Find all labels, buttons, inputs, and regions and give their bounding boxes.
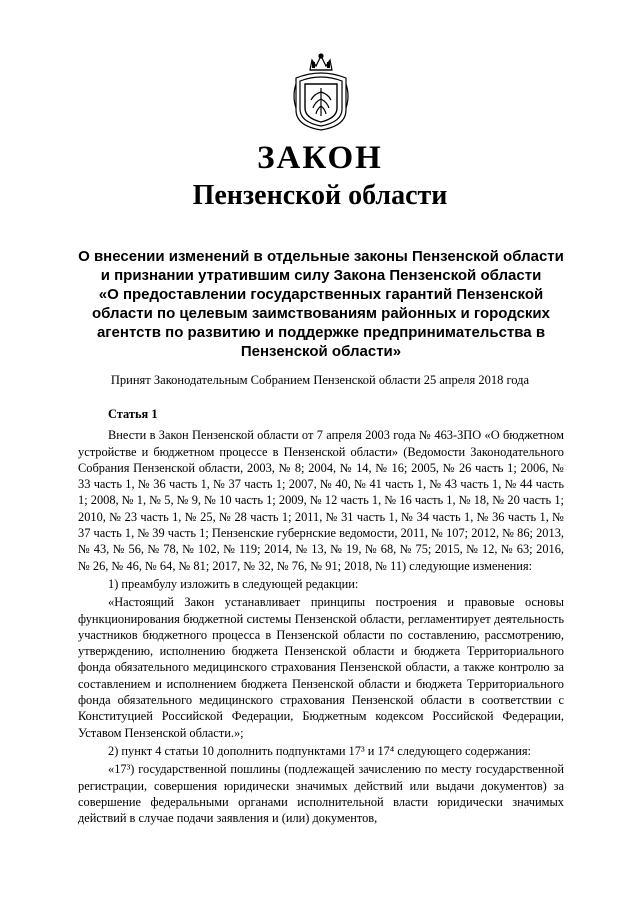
preamble-text: «Настоящий Закон устанавливает принципы построения и правовые основы функционирования бюджетной системы Пензенской области, регламентирует деятельность участников бюджетного процесса в Пензенской области по составлению, рассмотрению, утверждению, исполнению бюджета Пензенской области и бюджета Территориального фонда обязательного медицинского страхования Пензенской области, а также контролю за составлением и исполнением бюджета Пензенской области и бюджета Территориального фонда обязательного медицинского страхования Пензенской области в соответствии с Конституцией Российской Федерации, Бюджетным кодексом Российской Федерации, Уставом Пензенской области.»; [78, 595, 564, 740]
adoption-note: Принят Законодательным Собранием Пензенской области 25 апреля 2018 года [110, 373, 530, 387]
law-body [78, 406, 564, 826]
law-title: ЗАКОН [257, 140, 383, 176]
heading-line: «О предоставлении государственных гарантий Пензенской [98, 286, 544, 303]
heading-line: и признании утратившим силу Закона Пензенской области [100, 267, 542, 284]
law-region: Пензенской области [192, 180, 448, 211]
article-intro: Внести в Закон Пензенской области от 7 апреля 2003 года № 463-ЗПО «О бюджетном устройстве и бюджетном процессе в Пензенской области» (Ведомости Законодательного Собрания Пензенской области, 2003, № 8; 2004, № 14, № 16; 2005, № 26 часть 1; 2006, № 33 часть 1, № 36 часть 1, № 37 часть 1; 2007, № 40, № 41 часть 1, № 43 часть 1, № 44 часть 1; 2008, № 1, № 5, № 9, № 10 часть 1; 2009, № 12 часть 1, № 16 часть 1, № 18, № 20 часть 1; 2010, № 23 часть 1, № 25, № 28 часть 1; 2011, № 31 часть 1, № 34 часть 1, № 36 часть 1, № 37 часть 1, № 39 часть 1; Пензенские губернские ведомости, 2011, № 107; 2012, № 86; 2013, № 43, № 56, № 78, № 102, № 119; 2014, № 13, № 19, № 68, № 75; 2015, № 12, № 63; 2016, № 26, № 46, № 64, № 81; 2017, № 32, № 76, № 91; 2018, № 11) следующие изменения: [78, 428, 564, 573]
heading-line: Пензенской области» [240, 343, 402, 360]
subitem-17-3: «17³) государственной пошлины (подлежащей зачислению по месту государственной регистрации, совершения юридически значимых действий или выдачи документов) за совершение федеральными органами исполнительной власти юридически значимых действий в случае подачи заявления и (или) документов, [78, 762, 564, 826]
article-title: Статья 1 [108, 407, 158, 421]
coat-of-arms-icon [290, 52, 352, 132]
heading-line: О внесении изменений в отдельные законы Пензенской области [78, 248, 564, 265]
amendment-item-1: 1) преамбулу изложить в следующей редакции: [108, 576, 359, 591]
amendment-item-2: 2) пункт 4 статьи 10 дополнить подпунктами 17³ и 17⁴ следующего содержания: [108, 743, 531, 758]
law-heading [78, 247, 564, 361]
heading-line: агентств по развитию и поддержке предпринимательства в [96, 324, 546, 341]
heading-line: области по целевым заимствованиям районных и городских [92, 305, 550, 322]
